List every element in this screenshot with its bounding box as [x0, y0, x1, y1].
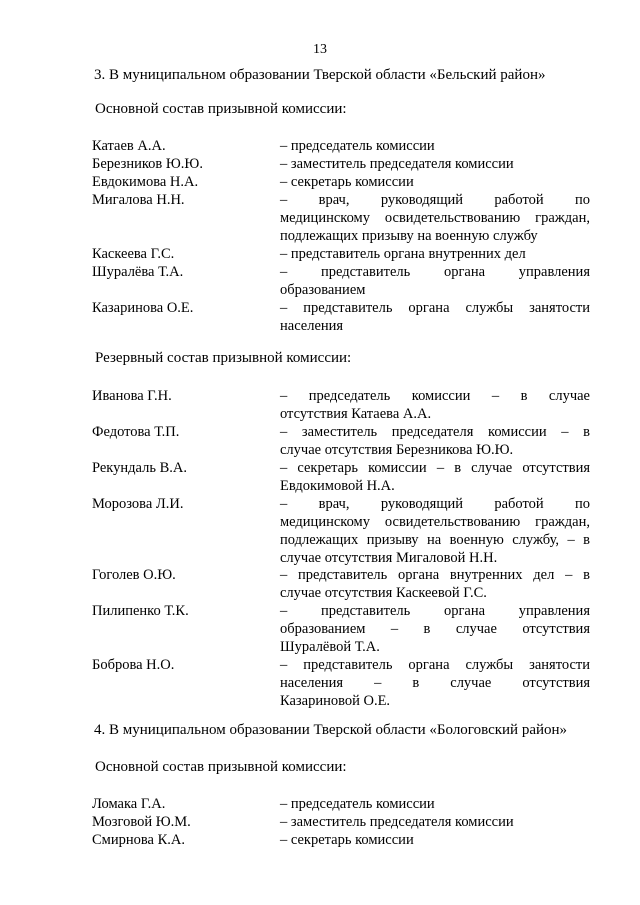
- member-role: [280, 495, 590, 567]
- role-line: – секретарь комиссии: [280, 174, 414, 190]
- role-line: Казариновой О.Е.: [280, 693, 391, 709]
- member-role: [280, 191, 590, 245]
- role-line: – представитель органа внутренних дел – в: [280, 567, 590, 583]
- role-line: населения: [280, 318, 344, 334]
- section-4-heading: 4. В муниципальном образовании Тверской области «Бологовский район»: [94, 722, 568, 738]
- role-line: Шуралёвой Т.А.: [280, 639, 380, 655]
- member-role: [280, 795, 590, 813]
- member-name: Березников Ю.Ю.: [92, 156, 203, 172]
- member-name: Ломака Г.А.: [92, 796, 166, 812]
- member-name: Федотова Т.П.: [92, 424, 180, 440]
- role-line: – секретарь комиссии – в случае отсутствия: [280, 460, 590, 476]
- role-line: случае отсутствия Каскеевой Г.С.: [280, 585, 487, 601]
- member-name: Катаев А.А.: [92, 138, 166, 154]
- member-name: Пилипенко Т.К.: [92, 603, 189, 619]
- role-line: – секретарь комиссии: [280, 832, 414, 848]
- member-role: [280, 831, 590, 849]
- role-line: – председатель комиссии: [280, 138, 435, 154]
- section-3-heading: 3. В муниципальном образовании Тверской области «Бельский район»: [94, 67, 546, 83]
- member-role: [280, 602, 590, 656]
- member-name: Смирнова К.А.: [92, 832, 185, 848]
- section-3-main-title: Основной состав призывной комиссии:: [95, 101, 347, 117]
- member-role: [280, 387, 590, 423]
- member-name: Иванова Г.Н.: [92, 388, 172, 404]
- member-role: [280, 155, 590, 173]
- section-4-main-title: Основной состав призывной комиссии:: [95, 759, 347, 775]
- role-line: – представитель органа службы занятости: [280, 300, 590, 316]
- role-line: населения – в случае отсутствия: [280, 675, 590, 691]
- role-line: – представитель органа управления: [280, 264, 590, 280]
- role-line: – заместитель председателя комиссии: [280, 814, 514, 830]
- role-line: – врач, руководящий работой по: [280, 192, 590, 208]
- member-role: [280, 459, 590, 495]
- role-line: подлежащих призыву на военную службу, – в: [280, 532, 590, 548]
- member-role: [280, 423, 590, 459]
- role-line: образованием – в случае отсутствия: [280, 621, 590, 637]
- role-line: случае отсутствия Березникова Ю.Ю.: [280, 442, 514, 458]
- role-line: – представитель органа внутренних дел: [280, 246, 526, 262]
- member-role: [280, 173, 590, 191]
- member-role: [280, 263, 590, 299]
- member-name: Рекундаль В.А.: [92, 460, 187, 476]
- member-name: Каскеева Г.С.: [92, 246, 175, 262]
- role-line: – врач, руководящий работой по: [280, 496, 590, 512]
- member-role: [280, 566, 590, 602]
- role-line: – представитель органа управления: [280, 603, 590, 619]
- member-name: Мигалова Н.Н.: [92, 192, 185, 208]
- member-name: Казаринова О.Е.: [92, 300, 194, 316]
- member-name: Морозова Л.И.: [92, 496, 184, 512]
- member-name: Боброва Н.О.: [92, 657, 175, 673]
- member-role: [280, 137, 590, 155]
- member-name: Шуралёва Т.А.: [92, 264, 184, 280]
- role-line: Евдокимовой Н.А.: [280, 478, 395, 494]
- role-line: отсутствия Катаева А.А.: [280, 406, 432, 422]
- role-line: – заместитель председателя комиссии: [280, 156, 514, 172]
- role-line: медицинскому освидетельствованию граждан,: [280, 514, 590, 530]
- member-name: Гоголев О.Ю.: [92, 567, 176, 583]
- role-line: образованием: [280, 282, 366, 298]
- role-line: подлежащих призыву на военную службу: [280, 228, 538, 244]
- role-line: медицинскому освидетельствованию граждан,: [280, 210, 590, 226]
- role-line: – представитель органа службы занятости: [280, 657, 590, 673]
- role-line: – председатель комиссии: [280, 796, 435, 812]
- role-line: случае отсутствия Мигаловой Н.Н.: [280, 550, 498, 566]
- role-line: – председатель комиссии – в случае: [280, 388, 590, 404]
- page-number: 13: [313, 42, 327, 57]
- member-role: [280, 299, 590, 335]
- member-role: [280, 813, 590, 831]
- role-line: – заместитель председателя комиссии – в: [280, 424, 590, 440]
- member-name: Евдокимова Н.А.: [92, 174, 199, 190]
- section-3-reserve-title: Резервный состав призывной комиссии:: [95, 350, 352, 366]
- member-name: Мозговой Ю.М.: [92, 814, 191, 830]
- member-role: [280, 656, 590, 710]
- member-role: [280, 245, 590, 263]
